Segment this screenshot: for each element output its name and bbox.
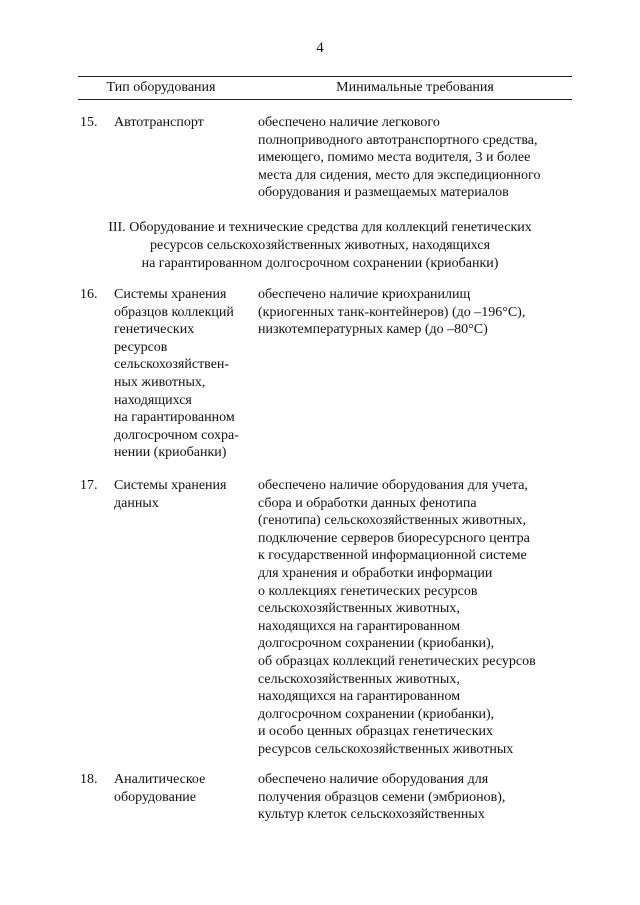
equipment-type	[114, 771, 254, 806]
row-number: 17.	[80, 478, 98, 493]
section-heading-line: на гарантированном долгосрочном сохранении (криобанки)	[141, 256, 499, 271]
req-line: ресурсов сельскохозяйственных животных	[258, 741, 514, 757]
req-line: сбора и обработки данных фенотипа	[258, 495, 477, 511]
req-line: обеспечено наличие оборудования для учета,	[258, 478, 528, 493]
requirements	[258, 114, 568, 202]
requirements	[258, 771, 568, 824]
req-line: находящихся на гарантированном	[258, 618, 461, 634]
req-line: имеющего, помимо места водителя, 3 и более	[258, 150, 531, 166]
equipment-type	[114, 477, 254, 512]
req-line: полноприводного автотранспортного средства,	[258, 132, 538, 148]
type-line: на гарантированном	[114, 410, 235, 426]
type-line: Системы хранения	[114, 478, 227, 493]
req-line: обеспечено наличие легкового	[258, 115, 440, 130]
req-line: о коллекциях генетических ресурсов	[258, 583, 478, 599]
req-line: для хранения и обработки информации	[258, 565, 493, 581]
type-line: ных животных,	[114, 374, 206, 390]
row-number: 16.	[80, 287, 98, 302]
req-line: культур клеток сельскохозяйственных	[258, 807, 485, 823]
header-equipment-type: Тип оборудования	[106, 80, 216, 95]
req-line: находящихся на гарантированном	[258, 689, 461, 705]
type-line: нении (криобанки)	[114, 445, 227, 461]
type-line: Автотранспорт	[114, 115, 204, 130]
req-line: оборудования и размещаемых материалов	[258, 185, 509, 201]
req-line: низкотемпературных камер (до –80°С)	[258, 322, 488, 338]
equipment-type	[114, 114, 254, 132]
req-line: об образцах коллекций генетических ресурсов	[258, 653, 536, 669]
type-line: оборудование	[114, 789, 197, 805]
req-line: обеспечено наличие оборудования для	[258, 772, 489, 787]
req-line: обеспечено наличие криохранилищ	[258, 287, 471, 302]
type-line: образцов коллекций	[114, 304, 234, 320]
req-line: подключение серверов биоресурсного центра	[258, 530, 530, 546]
req-line: места для сидения, место для экспедиционного	[258, 167, 541, 183]
page-number: 4	[316, 40, 324, 56]
type-line: долгосрочном сохра-	[114, 427, 239, 443]
req-line: получения образцов семени (эмбрионов),	[258, 789, 506, 805]
type-line: Аналитическое	[114, 772, 206, 787]
type-line: данных	[114, 495, 159, 511]
row-number: 18.	[80, 772, 98, 787]
req-line: (генотипа) сельскохозяйственных животных,	[258, 513, 527, 529]
type-line: ресурсов	[114, 339, 168, 355]
requirements	[258, 286, 568, 339]
section-heading	[60, 219, 580, 273]
section-heading-line: ресурсов сельскохозяйственных животных, находящихся	[149, 238, 491, 253]
requirements	[258, 477, 568, 759]
type-line: Системы хранения	[114, 287, 227, 302]
req-line: сельскохозяйственных животных,	[258, 671, 460, 687]
req-line: и особо ценных образцах генетических	[258, 724, 494, 740]
row-number: 15.	[80, 115, 98, 130]
type-line: сельскохозяйствен-	[114, 357, 230, 373]
header-min-requirements: Минимальные требования	[336, 80, 494, 95]
table-header	[78, 76, 572, 100]
equipment-type	[114, 286, 254, 462]
req-line: (криогенных танк-контейнеров) (до –196°С),	[258, 304, 526, 320]
section-heading-line: III. Оборудование и технические средства для коллекций генетических	[108, 220, 532, 235]
req-line: сельскохозяйственных животных,	[258, 601, 460, 617]
type-line: генетических	[114, 322, 195, 338]
type-line: находящихся	[114, 392, 192, 408]
req-line: долгосрочном сохранении (криобанки),	[258, 636, 495, 652]
req-line: долгосрочном сохранении (криобанки),	[258, 706, 495, 722]
req-line: к государственной информационной системе	[258, 548, 527, 564]
